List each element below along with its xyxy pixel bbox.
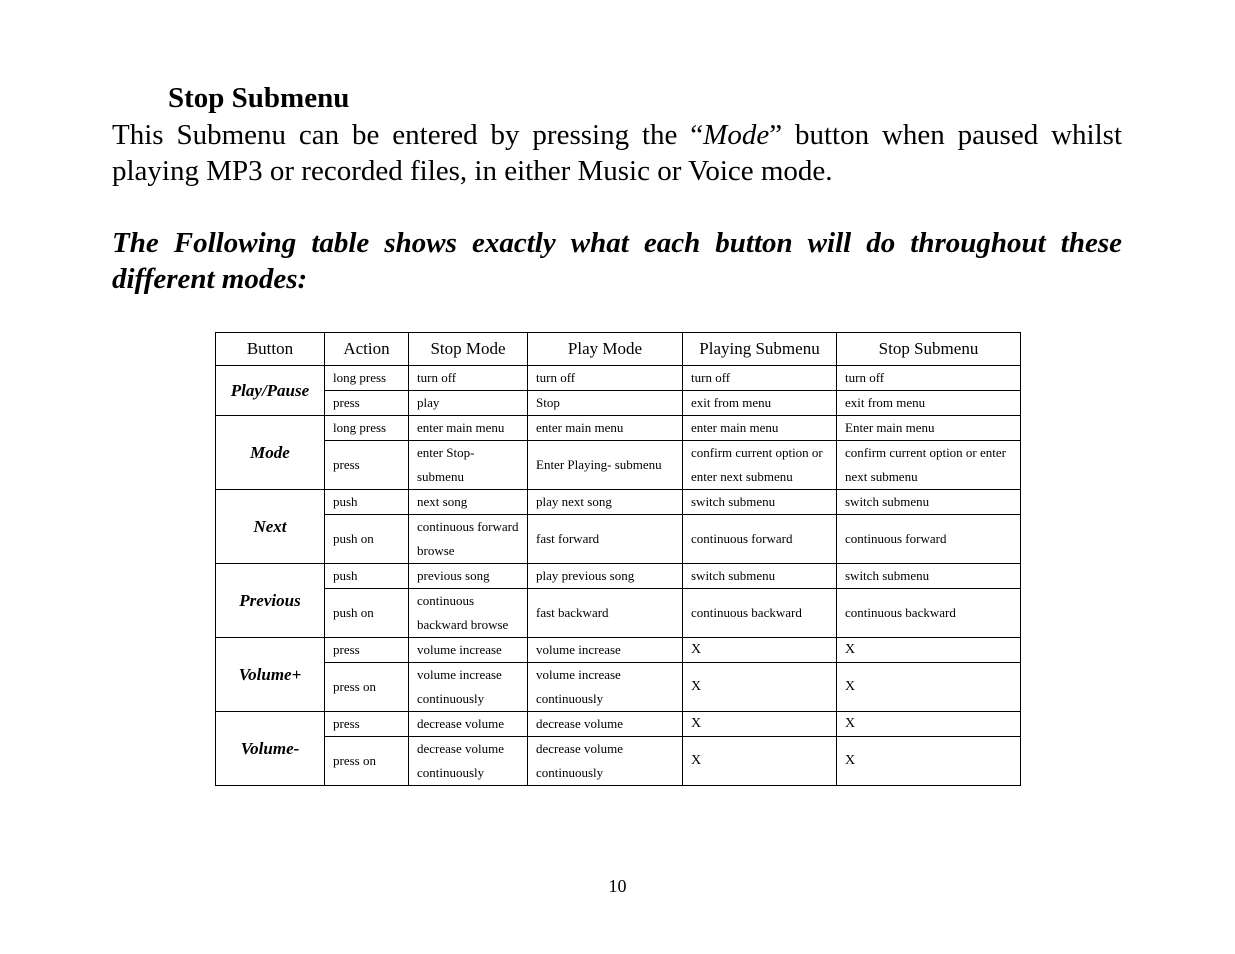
table-cell: continuous backward xyxy=(683,589,837,638)
table-cell: continuous forward xyxy=(837,515,1021,564)
header-action: Action xyxy=(325,333,409,366)
table-cell: Enter main menu xyxy=(837,416,1021,441)
header-play-mode: Play Mode xyxy=(528,333,683,366)
intro-text-after: ” button when paused whilst playing MP3 or recorded files, in either Music or Voice mode. xyxy=(112,119,1123,187)
table-cell: press xyxy=(325,638,409,663)
table-cell: volume increase xyxy=(528,638,683,663)
table-cell: turn off xyxy=(528,366,683,391)
table-cell: confirm current option or enter next submenu xyxy=(837,441,1021,490)
table-cell: press on xyxy=(325,737,409,786)
table-row xyxy=(216,663,1021,712)
table-cell: turn off xyxy=(409,366,528,391)
button-function-table xyxy=(215,332,1021,786)
header-stop-mode: Stop Mode xyxy=(409,333,528,366)
table-cell: X xyxy=(837,663,1021,712)
table-row xyxy=(216,737,1021,786)
button-name-cell: Next xyxy=(216,490,325,564)
mode-emphasis: Mode xyxy=(703,119,770,151)
table-cell: long press xyxy=(325,416,409,441)
table-cell: enter main menu xyxy=(528,416,683,441)
table-cell: enter Stop- submenu xyxy=(409,441,528,490)
table-cell: confirm current option or enter next submenu xyxy=(683,441,837,490)
table-row xyxy=(216,564,1021,589)
table-cell: decrease volume continuously xyxy=(528,737,683,786)
button-name-cell: Mode xyxy=(216,416,325,490)
table-cell: push xyxy=(325,490,409,515)
table-lead-text: The Following table shows exactly what each button will do throughout these different modes: xyxy=(112,227,1122,295)
table-cell: play xyxy=(409,391,528,416)
table-cell: continuous forward browse xyxy=(409,515,528,564)
table-cell: Enter Playing- submenu xyxy=(528,441,683,490)
table-cell: long press xyxy=(325,366,409,391)
table-cell: continuous backward xyxy=(837,589,1021,638)
table-cell: enter main menu xyxy=(683,416,837,441)
intro-paragraph xyxy=(112,117,1122,189)
header-button: Button xyxy=(216,333,325,366)
page-number: 10 xyxy=(608,876,627,896)
table-cell: press xyxy=(325,391,409,416)
table-cell: volume increase continuously xyxy=(409,663,528,712)
table-row xyxy=(216,366,1021,391)
table-cell: decrease volume continuously xyxy=(409,737,528,786)
table-cell: play previous song xyxy=(528,564,683,589)
table-cell: switch submenu xyxy=(683,564,837,589)
table-row xyxy=(216,391,1021,416)
table-row xyxy=(216,490,1021,515)
button-name-cell: Volume- xyxy=(216,712,325,786)
table-cell: press xyxy=(325,712,409,737)
table-cell: volume increase continuously xyxy=(528,663,683,712)
table-cell: fast forward xyxy=(528,515,683,564)
table-cell: continuous backward browse xyxy=(409,589,528,638)
table-cell: exit from menu xyxy=(683,391,837,416)
table-cell: fast backward xyxy=(528,589,683,638)
header-stop-submenu: Stop Submenu xyxy=(837,333,1021,366)
table-cell: X xyxy=(683,663,837,712)
table-cell: turn off xyxy=(683,366,837,391)
table-cell: volume increase xyxy=(409,638,528,663)
table-row xyxy=(216,416,1021,441)
button-name-cell: Play/Pause xyxy=(216,366,325,416)
table-cell: X xyxy=(837,638,1021,663)
table-row xyxy=(216,712,1021,737)
intro-text-before: This Submenu can be entered by pressing the “ xyxy=(112,119,704,151)
table-cell: press on xyxy=(325,663,409,712)
table-cell: play next song xyxy=(528,490,683,515)
table-cell: switch submenu xyxy=(837,490,1021,515)
table-cell: push on xyxy=(325,589,409,638)
table-cell: continuous forward xyxy=(683,515,837,564)
header-playing-submenu: Playing Submenu xyxy=(683,333,837,366)
table-cell: push on xyxy=(325,515,409,564)
table-row xyxy=(216,589,1021,638)
table-row xyxy=(216,515,1021,564)
table-cell: next song xyxy=(409,490,528,515)
table-cell: press xyxy=(325,441,409,490)
table-cell: decrease volume xyxy=(528,712,683,737)
table-cell: exit from menu xyxy=(837,391,1021,416)
table-cell: previous song xyxy=(409,564,528,589)
table-header-row xyxy=(216,333,1021,366)
table-cell: X xyxy=(683,638,837,663)
table-row xyxy=(216,638,1021,663)
table-cell: decrease volume xyxy=(409,712,528,737)
table-cell: switch submenu xyxy=(837,564,1021,589)
section-heading: Stop Submenu xyxy=(168,82,350,114)
table-cell: push xyxy=(325,564,409,589)
table-cell: X xyxy=(837,737,1021,786)
table-cell: X xyxy=(683,712,837,737)
table-cell: enter main menu xyxy=(409,416,528,441)
table-cell: X xyxy=(837,712,1021,737)
button-name-cell: Previous xyxy=(216,564,325,638)
table-row xyxy=(216,441,1021,490)
button-name-cell: Volume+ xyxy=(216,638,325,712)
table-cell: Stop xyxy=(528,391,683,416)
table-cell: switch submenu xyxy=(683,490,837,515)
table-cell: X xyxy=(683,737,837,786)
table-cell: turn off xyxy=(837,366,1021,391)
